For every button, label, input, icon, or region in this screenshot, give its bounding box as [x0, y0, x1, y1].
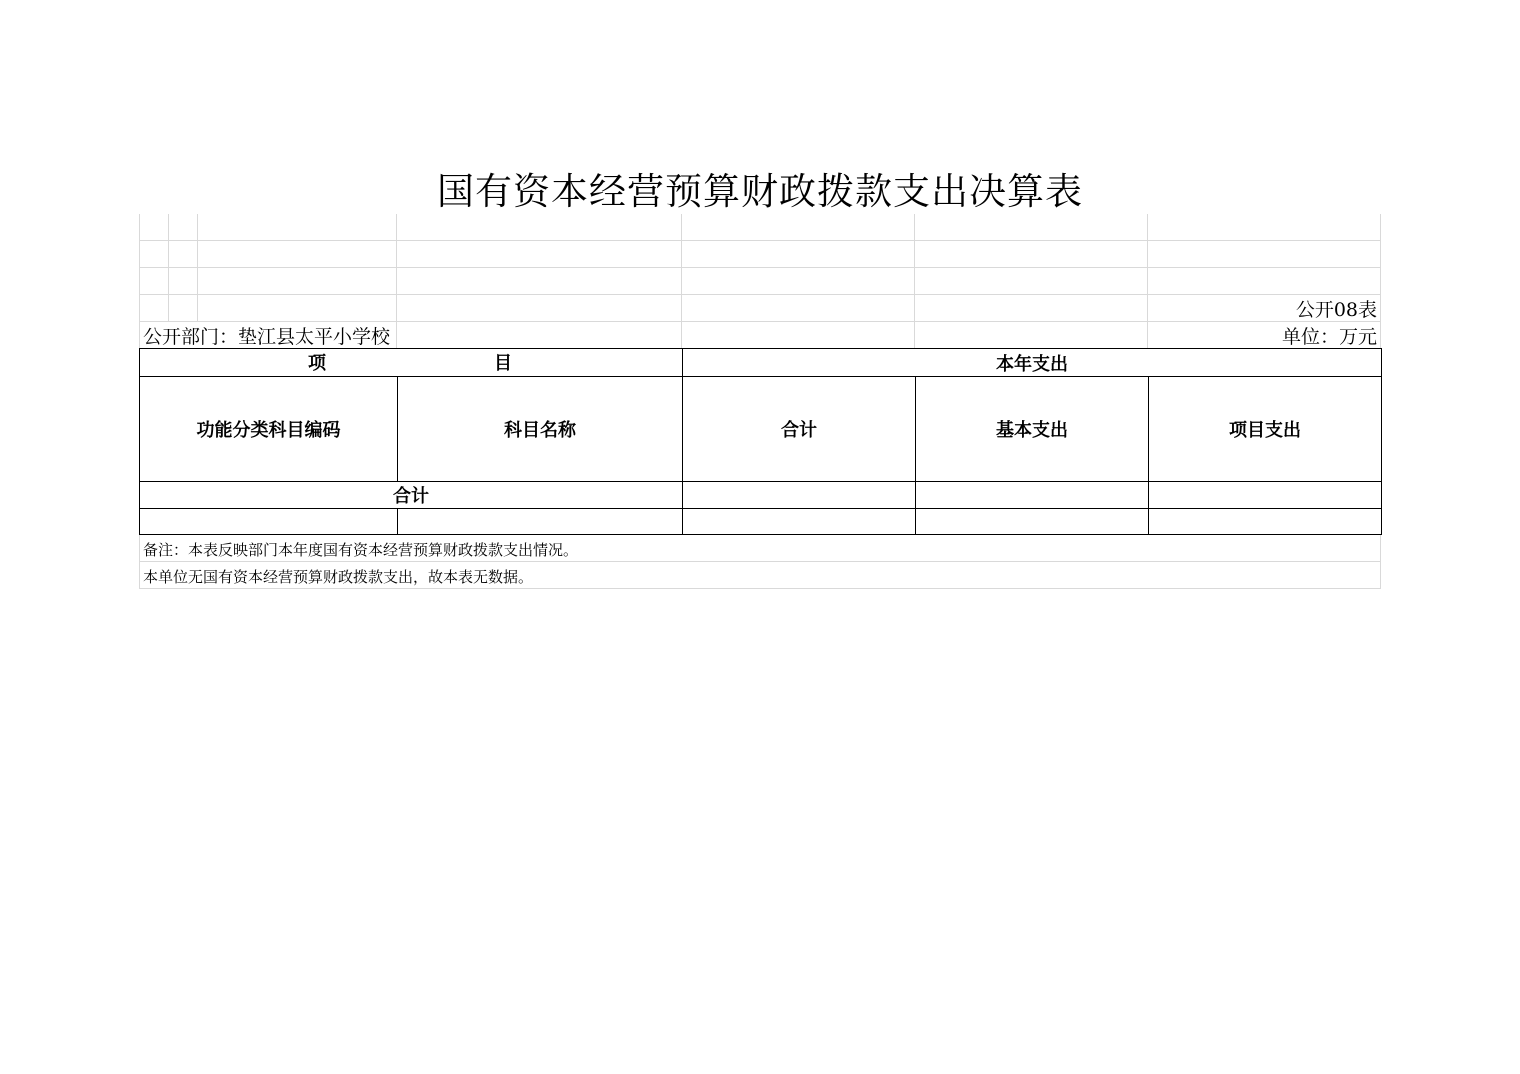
note-line-1: 备注：本表反映部门本年度国有资本经营预算财政拨款支出情况。 [143, 541, 579, 559]
unit-label: 单位：万元 [1281, 326, 1377, 348]
page-title: 国有资本经营预算财政拨款支出决算表 [139, 162, 1381, 214]
current-year-header: 本年支出 [683, 349, 1382, 377]
empty-project-cell [1149, 509, 1382, 535]
code-header: 功能分类科目编码 [140, 377, 398, 482]
empty-total-cell [683, 509, 916, 535]
empty-code-cell [140, 509, 398, 535]
item-header-cell [140, 349, 683, 377]
project-header: 项目支出 [1149, 377, 1382, 482]
item-header-left: 项 [308, 353, 326, 374]
empty-basic-cell [916, 509, 1149, 535]
sum-row [140, 482, 1382, 509]
empty-name-cell [398, 509, 683, 535]
sum-basic-cell [916, 482, 1149, 509]
table-row [140, 509, 1382, 535]
sum-total-cell [683, 482, 916, 509]
form-number: 公开08表 [1295, 299, 1377, 321]
total-header: 合计 [683, 377, 916, 482]
header-row-2 [140, 377, 1382, 482]
sum-label-cell: 合计 [140, 482, 683, 509]
item-header-right: 目 [494, 353, 512, 374]
name-header: 科目名称 [398, 377, 683, 482]
department-label: 公开部门：垫江县太平小学校 [143, 326, 391, 348]
basic-header: 基本支出 [916, 377, 1149, 482]
sum-project-cell [1149, 482, 1382, 509]
note-line-2: 本单位无国有资本经营预算财政拨款支出，故本表无数据。 [143, 568, 534, 586]
header-row-1 [140, 349, 1382, 377]
expenditure-table [139, 348, 1382, 535]
